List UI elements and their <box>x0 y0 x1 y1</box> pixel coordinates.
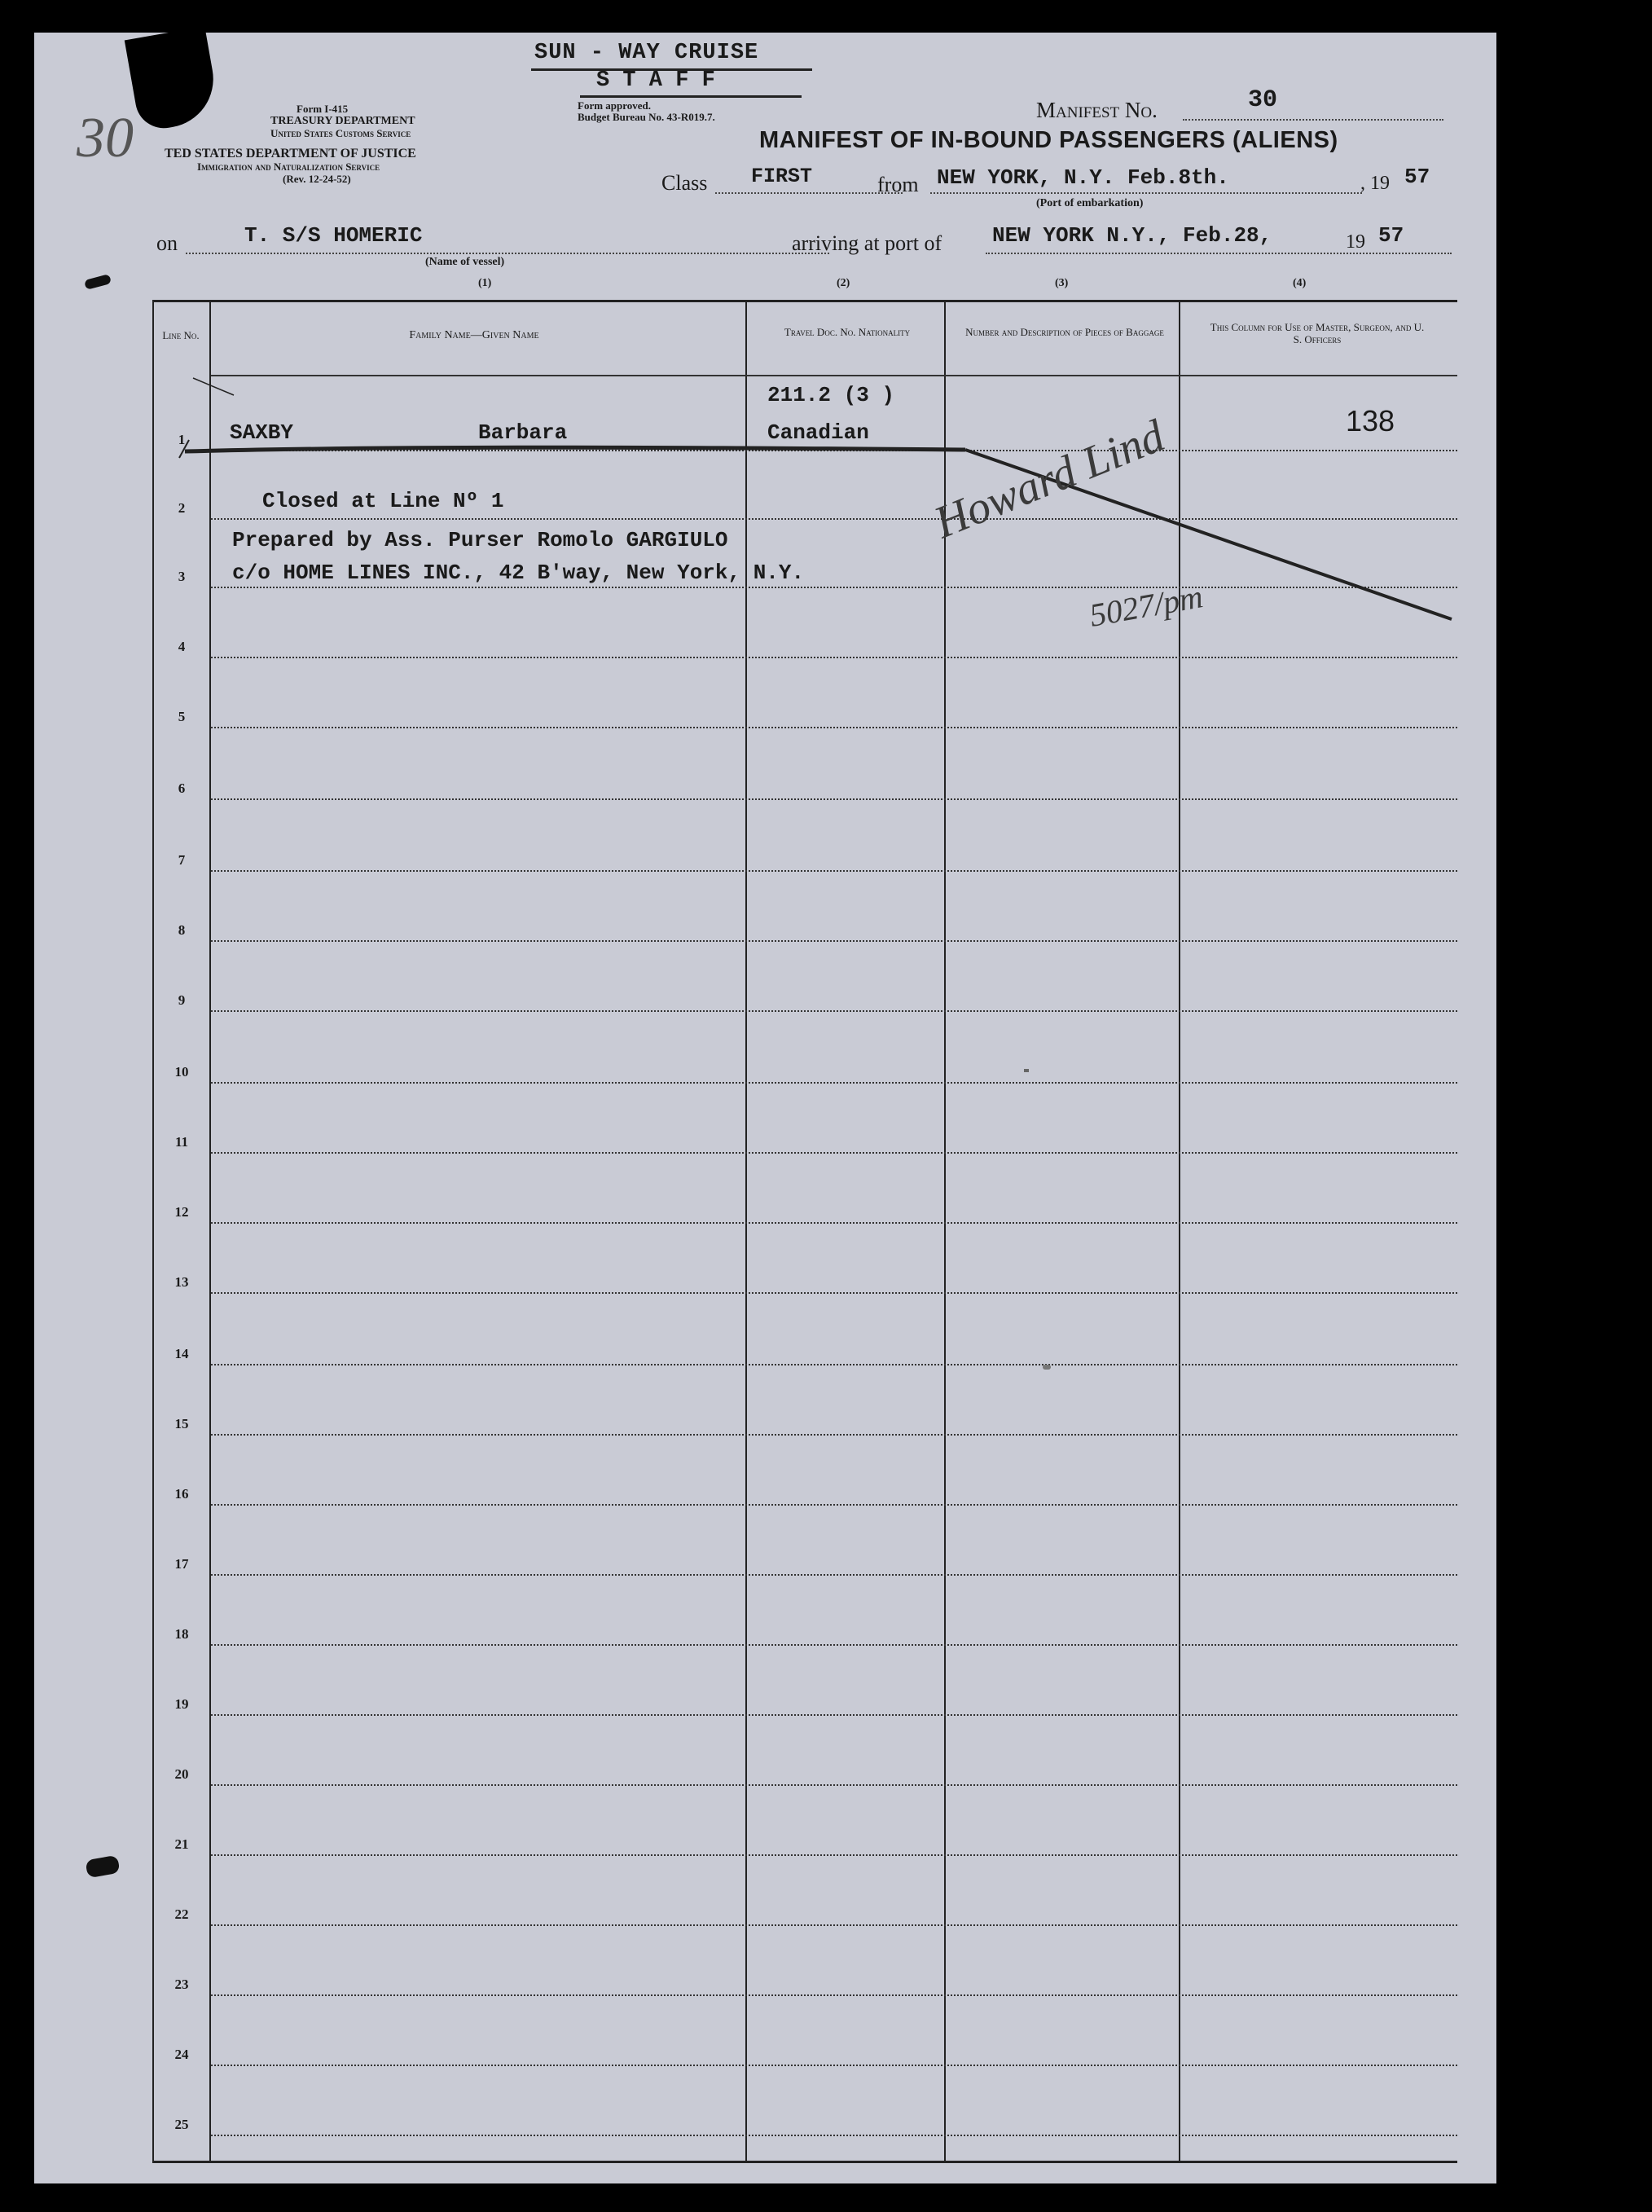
arriving-label: arriving at port of <box>792 231 942 255</box>
on-label: on <box>156 231 178 255</box>
immigration-service: Immigration and Naturalization Service <box>197 161 380 173</box>
line-number: 15 <box>174 1416 189 1431</box>
manifest-number: 30 <box>1248 86 1278 114</box>
line-number: 5 <box>178 709 186 724</box>
row-line-21 <box>211 1854 1457 1856</box>
line-number: 24 <box>174 2047 189 2062</box>
justice-department: TED STATES DEPARTMENT OF JUSTICE <box>165 147 416 161</box>
manifest-number-label: Manifest No. <box>1036 98 1158 122</box>
form-number: Form I-415 <box>297 103 349 115</box>
officer-number: 138 <box>1346 404 1395 438</box>
line-number: 4 <box>178 639 186 654</box>
port-embarkation-caption: (Port of embarkation) <box>1036 197 1144 209</box>
line-number: 8 <box>178 922 186 938</box>
vessel-name: T. S/S HOMERIC <box>244 223 423 248</box>
passenger-given-name: Barbara <box>478 420 568 445</box>
line-number: 2 <box>178 500 186 516</box>
header-baggage: Number and Description of Pieces of Baggage <box>965 326 1164 338</box>
header-family-name: Family Name—Given Name <box>409 329 539 341</box>
line-number: 20 <box>174 1766 189 1782</box>
handwritten-note: 5027/pm <box>1087 578 1206 634</box>
line-number: 3 <box>178 569 186 584</box>
strike-through-lines <box>34 33 1496 684</box>
revision-date: (Rev. 12-24-52) <box>283 173 351 185</box>
table-bottom-border <box>152 2161 1457 2163</box>
nationality: Canadian <box>767 420 869 445</box>
row-line-9 <box>211 1010 1457 1012</box>
line-number: 23 <box>174 1977 189 1992</box>
line-number: 17 <box>174 1556 189 1572</box>
row-line-13 <box>211 1292 1457 1294</box>
margin-handwritten-number: 30 <box>77 107 134 169</box>
row-line-25 <box>211 2135 1457 2136</box>
column-index-1: (1) <box>478 277 492 289</box>
row-line-11 <box>211 1152 1457 1154</box>
row-line-14 <box>211 1364 1457 1365</box>
line-number: 10 <box>174 1064 189 1080</box>
row-line-17 <box>211 1574 1457 1576</box>
header-line-no: Line No. <box>162 329 200 341</box>
staff-title: S T A F F <box>596 68 715 93</box>
row-line-22 <box>211 1924 1457 1926</box>
from-label: from <box>877 173 919 196</box>
line-number: 14 <box>174 1346 189 1361</box>
prepared-by-note: Prepared by Ass. Purser Romolo GARGIULO <box>232 528 728 552</box>
travel-doc-number: 211.2 (3 ) <box>767 383 895 407</box>
year-prefix-from: , 19 <box>1360 173 1390 194</box>
row-line-15 <box>211 1434 1457 1436</box>
column-index-2: (2) <box>837 277 850 289</box>
column-index-4: (4) <box>1293 277 1307 289</box>
line-number: 12 <box>174 1204 189 1220</box>
row-line-23 <box>211 1994 1457 1996</box>
line-number: 16 <box>174 1486 189 1502</box>
treasury-department: TREASURY DEPARTMENT <box>270 115 415 127</box>
scan-speck <box>1024 1069 1029 1072</box>
row-line-5 <box>211 727 1457 728</box>
manifest-title: MANIFEST OF IN-BOUND PASSENGERS (ALIENS) <box>759 127 1338 153</box>
header-officers: This Column for Use of Master, Surgeon, and U. S. Officers <box>1210 321 1425 345</box>
line-number: 19 <box>174 1696 189 1712</box>
line-number: 9 <box>178 992 186 1008</box>
form-approved: Form approved. <box>578 99 652 112</box>
row-line-18 <box>211 1644 1457 1646</box>
manifest-sheet <box>34 33 1496 2183</box>
header-travel-doc: Travel Doc. No. Nationality <box>784 326 911 338</box>
line-number: 6 <box>178 781 186 796</box>
customs-service: United States Customs Service <box>270 127 411 139</box>
line-number: 18 <box>174 1626 189 1642</box>
line-number: 22 <box>174 1906 189 1922</box>
line-number: 25 <box>174 2117 189 2132</box>
row-line-10 <box>211 1082 1457 1084</box>
year-from: 57 <box>1404 165 1430 189</box>
class-label: Class <box>661 171 708 195</box>
row-line-19 <box>211 1714 1457 1716</box>
from-value: NEW YORK, N.Y. Feb.8th. <box>937 165 1229 190</box>
row-line-6 <box>211 798 1457 800</box>
handwritten-signature: Howard Lind <box>927 410 1172 549</box>
year-arrival: 57 <box>1378 223 1404 248</box>
arrival-port: NEW YORK N.Y., Feb.28, <box>992 223 1272 248</box>
line-number: 11 <box>174 1134 189 1150</box>
passenger-family-name: SAXBY <box>230 420 294 445</box>
row-line-16 <box>211 1504 1457 1506</box>
line-number: 21 <box>174 1836 189 1852</box>
class-value: FIRST <box>751 165 813 188</box>
row-line-24 <box>211 2065 1457 2066</box>
line-number: 13 <box>174 1274 189 1290</box>
row-line-20 <box>211 1784 1457 1786</box>
line-number: 7 <box>178 852 186 868</box>
budget-bureau: Budget Bureau No. 43-R019.7. <box>578 111 715 123</box>
closed-note: Closed at Line Nº 1 <box>262 489 504 513</box>
scan-speck <box>1043 1365 1051 1370</box>
column-index-3: (3) <box>1055 277 1069 289</box>
row-line-8 <box>211 940 1457 942</box>
year-prefix-arrival: 19 <box>1346 231 1365 253</box>
line-number: 1 <box>178 432 186 447</box>
address-note: c/o HOME LINES INC., 42 B'way, New York, N.Y. <box>232 561 805 585</box>
vessel-caption: (Name of vessel) <box>425 256 505 268</box>
row-line-12 <box>211 1222 1457 1224</box>
cruise-title: SUN - WAY CRUISE <box>534 41 759 65</box>
row-line-7 <box>211 870 1457 872</box>
